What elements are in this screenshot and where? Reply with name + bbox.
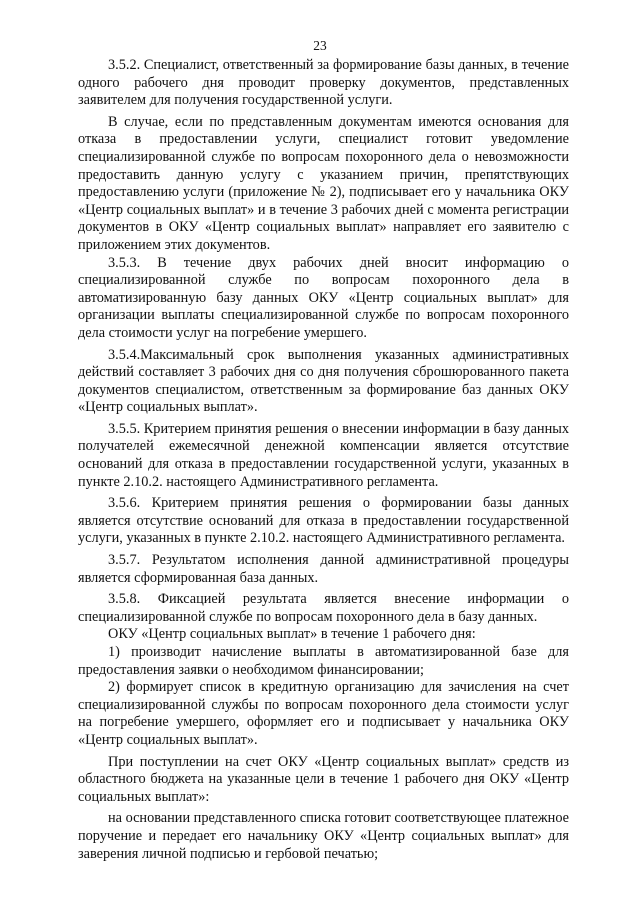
- paragraph-3-5-6: 3.5.6. Критерием принятия решения о формировании базы данных является отсутствие оснований для отказа в предоставлении государственной услуги, указанных в пункте 2.10.2. настоящего Административного регламента.: [78, 495, 569, 547]
- paragraph-3-5-2: 3.5.2. Специалист, ответственный за формирование базы данных, в течение одного рабочего дня проводит проверку документов, представленных заявителем для получения государственной услуги.: [78, 57, 569, 109]
- paragraph-3-5-7: 3.5.7. Результатом исполнения данной административной процедуры является сформированная база данных.: [78, 552, 569, 586]
- document-body: [78, 57, 569, 863]
- paragraph-refusal-case: В случае, если по представленным документам имеются основания для отказа в предоставлении услуги, специалист готовит уведомление специализированной службе по вопросам похоронного дела о невозможности предоставить данную услугу с указанием причин, препятствующих предоставлению услуги (приложение № 2), подписывает его у начальника ОКУ «Центр социальных выплат» и в течение 3 рабочих дней с момента регистрации документов в ОКУ «Центр социальных выплат» направляет его заявителю с приложением этих документов.: [78, 113, 569, 253]
- paragraph-action-1: 1) производит начисление выплаты в автоматизированной базе для предоставления заявки о необходимом финансировании;: [78, 644, 569, 678]
- paragraph-action-2: 2) формирует список в кредитную организацию для зачисления на счет специализированной службы по вопросам похоронного дела стоимости услуг на погребение умершего, оформляет его и подписывает у начальника ОКУ «Центр социальных выплат».: [78, 679, 569, 748]
- paragraph-oku-actions: ОКУ «Центр социальных выплат» в течение 1 рабочего дня:: [108, 626, 476, 643]
- page-number: 23: [313, 38, 327, 53]
- paragraph-3-5-5: 3.5.5. Критерием принятия решения о внесении информации в базу данных получателей ежемесячной денежной компенсации является отсутствие оснований для отказа в предоставлении государственной услуги, указанных в пункте 2.10.2. настоящего Административного регламента.: [78, 420, 569, 490]
- paragraph-3-5-8: 3.5.8. Фиксацией результата является внесение информации о специализированной службе по вопросам похоронного дела в базу данных.: [78, 591, 569, 625]
- paragraph-funds-receipt: При поступлении на счет ОКУ «Центр социальных выплат» средств из областного бюджета на указанные цели в течение 1 рабочего дня ОКУ «Центр социальных выплат»:: [78, 753, 569, 805]
- paragraph-payment-order: на основании представленного списка готовит соответствующее платежное поручение и передает его начальнику ОКУ «Центр социальных выплат» для заверения личной подписью и гербовой печатью;: [78, 810, 569, 862]
- paragraph-3-5-3: 3.5.3. В течение двух рабочих дней вносит информацию о специализированной службе по вопросам похоронного дела в автоматизированную базу данных ОКУ «Центр социальных выплат» для организации выплаты специализированной службе по вопросам похоронного дела стоимости услуг на погребение умершего.: [78, 254, 569, 341]
- paragraph-3-5-4: 3.5.4.Максимальный срок выполнения указанных административных действий составляет 3 рабочих дня со дня получения сброшюрованного пакета документов специалистом, ответственным за формирование баз данных ОКУ «Центр социальных выплат».: [78, 346, 569, 416]
